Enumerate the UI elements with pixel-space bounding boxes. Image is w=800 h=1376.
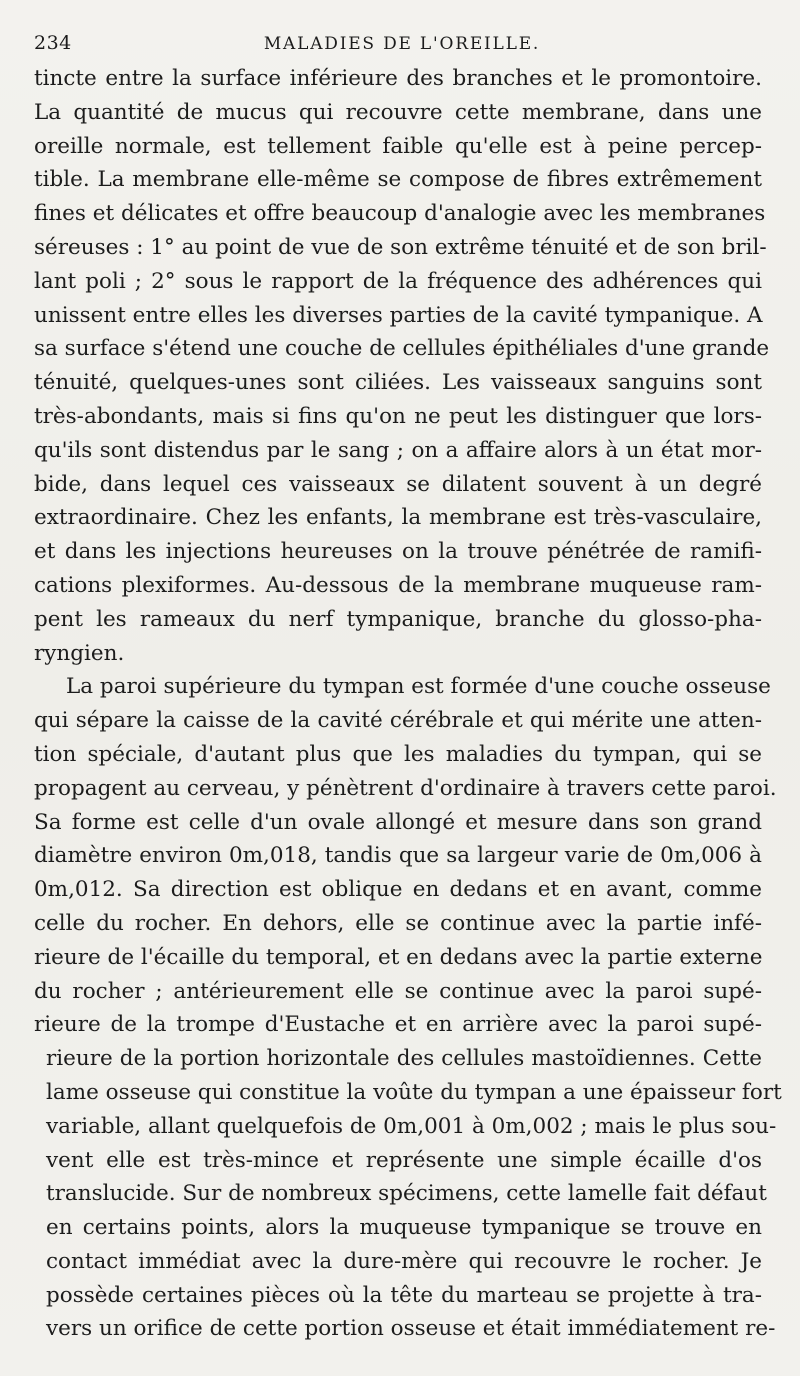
text-line: lame osseuse qui constitue la voûte du tympan a une épaisseur fort <box>46 1079 782 1105</box>
text-line: celle du rocher. En dehors, elle se continue avec la partie infé- <box>34 910 762 936</box>
text-line: du rocher ; antérieurement elle se continue avec la paroi supé- <box>34 978 762 1004</box>
body-text <box>34 62 782 1346</box>
text-line: unissent entre elles les diverses parties de la cavité tympanique. A <box>34 302 763 328</box>
text-line: très-abondants, mais si fins qu'on ne peut les distinguer que lors- <box>34 403 762 429</box>
text-line: 0m,012. Sa direction est oblique en dedans et en avant, comme <box>34 877 762 903</box>
text-line: rieure de la trompe d'Eustache et en arrière avec la paroi supé- <box>34 1012 762 1038</box>
text-line: cations plexiformes. Au-dessous de la membrane muqueuse ram- <box>34 572 762 598</box>
text-line: rieure de l'écaille du temporal, et en dedans avec la partie externe <box>34 944 763 970</box>
text-line: et dans les injections heureuses on la trouve pénétrée de ramifi- <box>34 539 762 565</box>
text-line: séreuses : 1° au point de vue de son extrême ténuité et de son bril- <box>34 234 767 260</box>
text-line: fines et délicates et offre beaucoup d'analogie avec les membranes <box>34 201 766 227</box>
text-line: Sa forme est celle d'un ovale allongé et mesure dans son grand <box>34 809 762 835</box>
running-head: MALADIES DE L'OREILLE. <box>263 34 541 54</box>
text-line: bide, dans lequel ces vaisseaux se dilatent souvent à un degré <box>34 471 762 497</box>
text-line: qu'ils sont distendus par le sang ; on a affaire alors à un état mor- <box>34 437 762 463</box>
text-line: tion spéciale, d'autant plus que les maladies du tympan, qui se <box>34 741 762 767</box>
text-line: pent les rameaux du nerf tympanique, branche du glosso-pha- <box>34 606 762 632</box>
text-line: tincte entre la surface inférieure des branches et le promontoire. <box>34 66 762 91</box>
text-line: lant poli ; 2° sous le rapport de la fréquence des adhérences qui <box>34 268 762 294</box>
text-line: contact immédiat avec la dure-mère qui recouvre le rocher. Je <box>46 1248 762 1274</box>
text-line: possède certaines pièces où la tête du marteau se projette à tra- <box>46 1282 762 1308</box>
text-line: variable, allant quelquefois de 0m,001 à 0m,002 ; mais le plus sou- <box>46 1113 777 1139</box>
text-line: vers un orifice de cette portion osseuse et était immédiatement re- <box>46 1316 776 1342</box>
text-line: propagent au cerveau, y pénètrent d'ordinaire à travers cette paroi. <box>34 775 777 801</box>
text-line: vent elle est très-mince et représente une simple écaille d'os <box>46 1147 762 1173</box>
text-line: extraordinaire. Chez les enfants, la membrane est très-vasculaire, <box>34 505 762 531</box>
text-line: oreille normale, est tellement faible qu'elle est à peine percep- <box>34 133 762 159</box>
text-line: diamètre environ 0m,018, tandis que sa largeur varie de 0m,006 à <box>34 843 762 869</box>
text-line: translucide. Sur de nombreux spécimens, cette lamelle fait défaut <box>46 1181 767 1207</box>
text-line: en certains points, alors la muqueuse tympanique se trouve en <box>46 1215 762 1241</box>
page-header <box>34 32 740 60</box>
text-line: La quantité de mucus qui recouvre cette membrane, dans une <box>34 99 762 125</box>
text-line: ryngien. <box>34 640 125 666</box>
text-line: qui sépare la caisse de la cavité cérébrale et qui mérite une atten- <box>34 708 762 734</box>
page-number: 234 <box>34 32 72 54</box>
text-line: sa surface s'étend une couche de cellules épithéliales d'une grande <box>34 336 770 362</box>
text-line: ténuité, quelques-unes sont ciliées. Les vaisseaux sanguins sont <box>34 370 762 396</box>
text-line: rieure de la portion horizontale des cellules mastoïdiennes. Cette <box>46 1046 762 1072</box>
paragraph-start-line: La paroi supérieure du tympan est formée d'une couche osseuse <box>66 674 771 700</box>
text-line: tible. La membrane elle-même se compose de fibres extrêmement <box>34 167 762 193</box>
